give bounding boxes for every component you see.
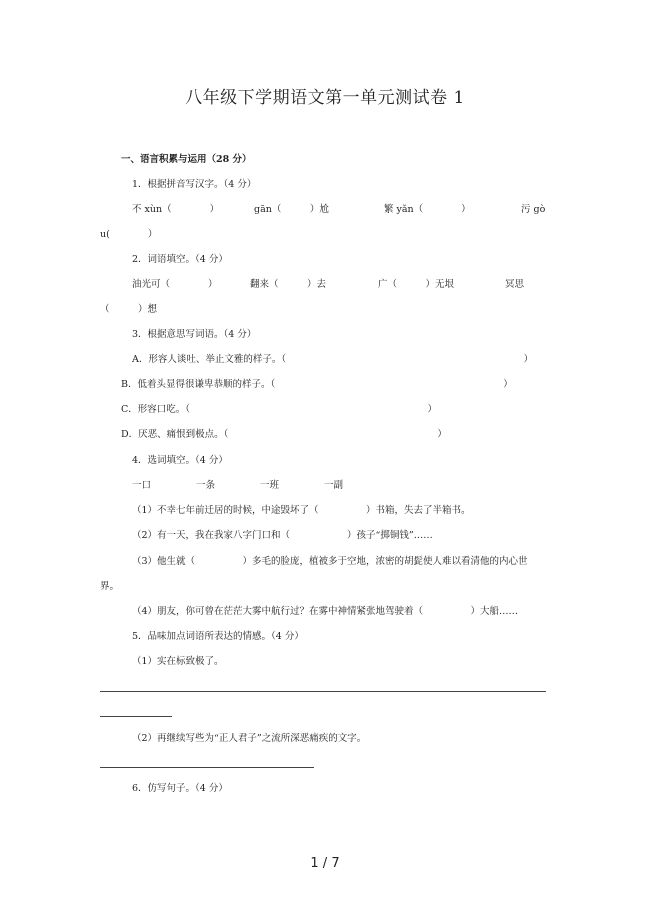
q4-option-4: 一副 [324,480,344,491]
q3-item-b: B．低着头显得很谦卑恭顺的样子。（ ） [121,379,513,390]
q2-item-4: 冥思 [505,279,525,290]
q5-sentence-1: （1）实在标致极了。 [132,656,224,667]
q4-sentence-2: （2）有一天，我在我家八字门口和（ ）孩子“掷铜钱”…… [132,530,433,541]
q6-heading: 6．仿写句子。（4 分） [132,783,228,794]
answer-line-2 [100,767,314,768]
q4-sentence-4: （4）朋友，你可曾在茫茫大雾中航行过？在雾中神情紧张地驾驶着（ ）大船…… [132,606,519,617]
q2-item-1: 油光可（ ） [132,279,218,290]
q5-heading: 5．品味加点词语所表达的情感。（4 分） [132,631,304,642]
q1-item-4-cont: u( ） [100,229,158,240]
q4-heading: 4．选词填空。（4 分） [132,455,228,466]
q4-option-1: 一口 [132,480,152,491]
q1-item-4: 污 gò [521,204,546,215]
q2-item-2: 翻来（ ）去 [250,279,327,290]
q2-item-4-cont: （ ）想 [100,304,158,315]
document-title: 八年级下学期语文第一单元测试卷 1 [185,88,465,108]
answer-line-1 [100,691,546,692]
page-number: 1 / 7 [310,856,340,871]
q1-item-2: gān（ ）尬 [254,204,329,215]
q4-sentence-3-cont: 界。 [100,581,120,592]
q1-item-3: 繁 yǎn（ ） [384,204,471,215]
q3-item-d: D．厌恶、痛恨到极点。（ ） [121,429,447,440]
q4-option-2: 一条 [196,480,216,491]
q4-sentence-3: （3）他生就（ ）多毛的脸庞，植被多于空地，浓密的胡髭使人难以看清他的内心世 [132,556,528,567]
q2-heading: 2．词语填空。（4 分） [132,254,228,265]
section-1-heading: 一、语言积累与运用（28 分） [121,154,252,165]
q3-heading: 3．根据意思写词语。（4 分） [132,329,257,340]
answer-line-1-cont [100,716,172,717]
q4-sentence-1: （1）不幸七年前迁居的时候，中途毁坏了（ ）书箱，失去了半箱书。 [132,505,471,516]
q4-option-3: 一班 [260,480,280,491]
q2-item-3: 广（ ）无垠 [378,279,455,290]
q1-item-1: 不 xùn（ ） [132,204,220,215]
q5-sentence-2: （2）再继续写些为“正人君子”之流所深恶痛疾的文字。 [132,733,367,744]
q3-item-c: C．形容口吃。（ ） [121,404,438,415]
q3-item-a: A．形容人谈吐、举止文雅的样子。（ ） [132,354,534,365]
q1-heading: 1．根据拼音写汉字。（4 分） [132,179,257,190]
